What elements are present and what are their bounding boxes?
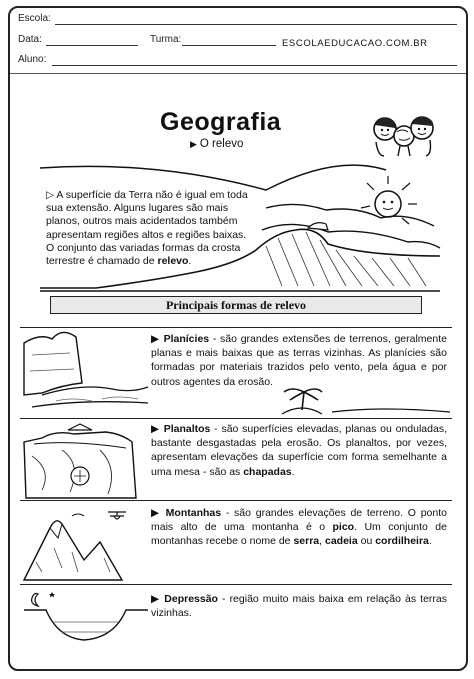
section-planicies bbox=[151, 332, 447, 389]
montanhas-end: . bbox=[428, 535, 432, 548]
kids-globe-illustration bbox=[370, 112, 438, 160]
section-montanhas bbox=[151, 506, 447, 549]
section-separator bbox=[20, 418, 452, 419]
montanhas-bold-cordilheira: cordilheira bbox=[375, 535, 429, 548]
planaltos-text: - são superfícies elevadas, planas ou onduladas, bastante desgastadas pela erosão. Os planaltos, por vezes, apresentam elevações da superfície com forma semelhante a uma mesa - são as bbox=[151, 423, 447, 478]
montanhas-bold-serra: serra bbox=[293, 535, 320, 548]
section-separator bbox=[20, 500, 452, 501]
montanhas-text-b: . Um conjunto de montanhas recebe o nome de bbox=[151, 521, 447, 548]
depression-illustration bbox=[22, 586, 150, 646]
arrow-right-icon: ▶ bbox=[190, 139, 197, 149]
page-subtitle bbox=[190, 138, 243, 150]
data-label: Data: bbox=[18, 34, 42, 45]
depressao-term: Depressão bbox=[164, 593, 218, 605]
mountains-illustration bbox=[22, 502, 150, 582]
montanhas-bold-pico: pico bbox=[332, 521, 355, 534]
bullet-icon: ▶ bbox=[151, 593, 165, 605]
aluno-field[interactable] bbox=[52, 65, 457, 66]
planicies-term: Planícies bbox=[163, 333, 210, 345]
bullet-icon: ▶ bbox=[151, 333, 164, 345]
depressao-text: - região muito mais baixa em relação às terras vizinhas. bbox=[151, 593, 447, 620]
section-banner: Principais formas de relevo bbox=[50, 296, 422, 314]
intro-paragraph bbox=[46, 189, 254, 268]
aluno-label: Aluno: bbox=[18, 54, 47, 65]
planicies-text: - são grandes extensões de terrenos, geralmente planas e mais baixas que as terras vizinhas. As planícies são formadas por materiais trazidos pelo vento, pela água e por outros agentes da erosão. bbox=[151, 333, 447, 388]
intro-text: A superfície da Terra não é igual em toda sua extensão. Alguns lugares são mais planos, outros mais acidentados também apresentam regiões altos e regiões baixas. O conjunto das variadas formas da crosta terrestre é chamado de bbox=[46, 189, 248, 268]
plateau-illustration bbox=[22, 420, 150, 500]
bullet-icon: ▶ bbox=[151, 507, 166, 519]
arrow-icon: ▷ bbox=[46, 189, 57, 201]
section-depressao bbox=[151, 592, 447, 620]
intro-bold-term: relevo bbox=[157, 255, 189, 268]
montanhas-bold-cadeia: cadeia bbox=[324, 535, 358, 548]
escola-field[interactable] bbox=[55, 24, 457, 25]
section-planaltos bbox=[151, 422, 447, 479]
montanhas-text-d: ou bbox=[357, 535, 376, 548]
turma-field[interactable] bbox=[182, 45, 276, 46]
section-separator bbox=[20, 584, 452, 585]
planaltos-end: . bbox=[291, 465, 295, 478]
plains-illustration bbox=[22, 323, 150, 415]
site-url: ESCOLAEDUCACAO.COM.BR bbox=[282, 38, 428, 49]
header-divider bbox=[10, 73, 466, 74]
turma-label: Turma: bbox=[150, 34, 182, 45]
data-field[interactable] bbox=[46, 45, 138, 46]
page-title: Geografia bbox=[160, 108, 282, 136]
montanhas-text-c: , bbox=[319, 535, 325, 548]
montanhas-text-a: - são grandes elevações de terreno. O ponto mais alto de uma montanha é o bbox=[151, 507, 447, 534]
escola-label: Escola: bbox=[18, 13, 51, 24]
planaltos-term: Planaltos bbox=[163, 423, 211, 435]
intro-end: . bbox=[188, 255, 192, 268]
bullet-icon: ▶ bbox=[151, 423, 164, 435]
subtitle-text: O relevo bbox=[199, 138, 244, 150]
montanhas-term: Montanhas bbox=[165, 507, 222, 519]
planaltos-bold-end: chapadas bbox=[243, 465, 292, 478]
